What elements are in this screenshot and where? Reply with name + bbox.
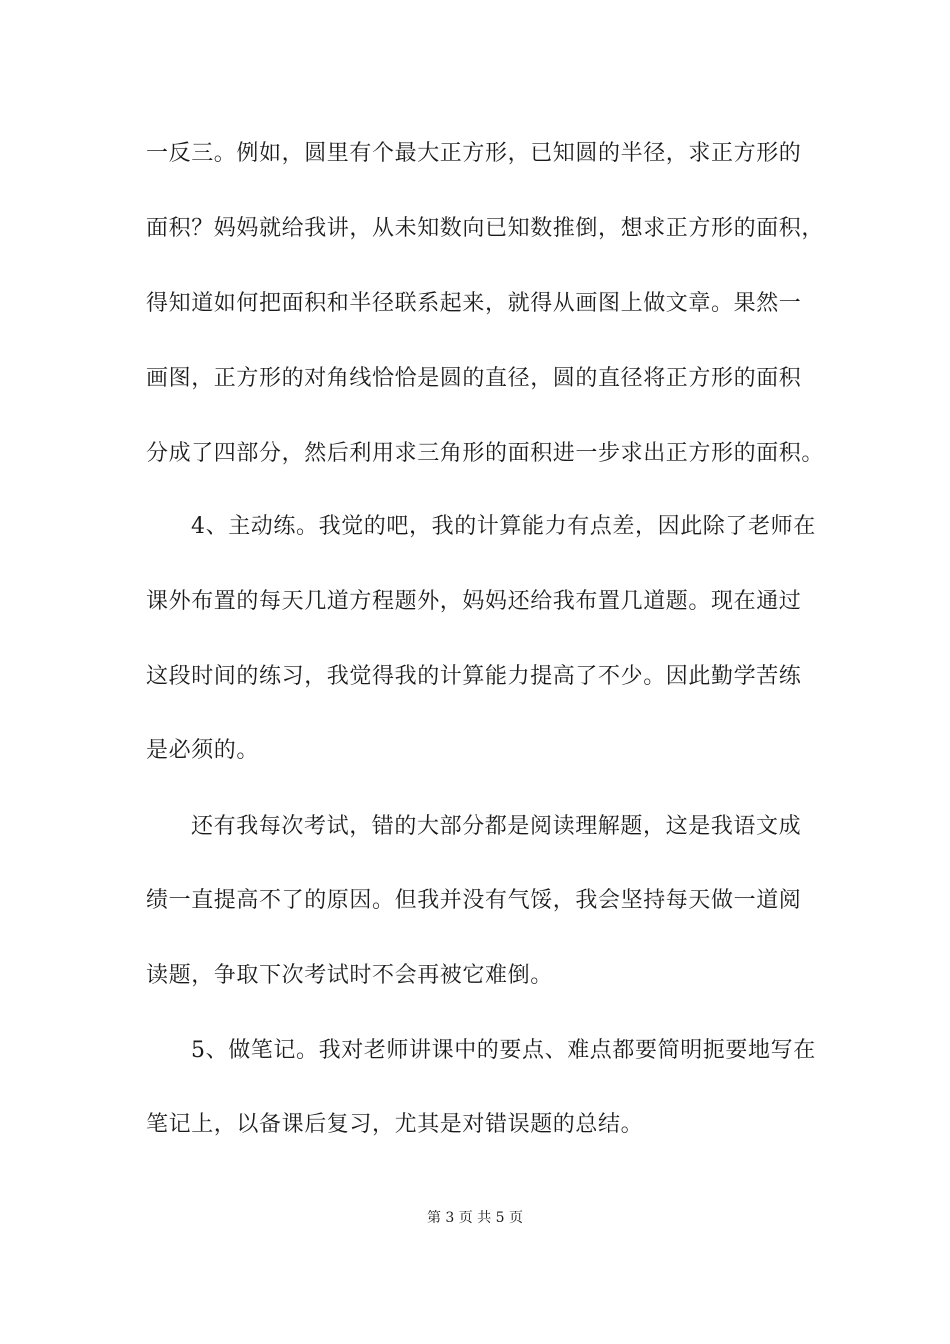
text-line: 绩一直提高不了的原因。但我并没有气馁，我会坚持每天做一道阅 <box>146 888 802 913</box>
page-number-footer <box>0 1208 950 1228</box>
text-line: 一反三。例如，圆里有个最大正方形，已知圆的半径，求正方形的 <box>146 141 802 166</box>
page-number: 第 3 页 共 5 页 <box>426 1210 524 1226</box>
text-line: 得知道如何把面积和半径联系起来，就得从画图上做文章。果然一 <box>146 291 802 316</box>
text-line: 还有我每次考试，错的大部分都是阅读理解题，这是我语文成 <box>191 814 802 839</box>
text-line: 这段时间的练习，我觉得我的计算能力提高了不少。因此勤学苦练 <box>146 664 802 689</box>
text-line: 分成了四部分，然后利用求三角形的面积进一步求出正方形的面积。 <box>146 441 825 466</box>
text-line: 4、主动练。我觉的吧，我的计算能力有点差，因此除了老师在 <box>191 514 816 539</box>
text-line: 面积？妈妈就给我讲，从未知数向已知数推倒，想求正方形的面积， <box>146 216 825 241</box>
text-line: 读题，争取下次考试时不会再被它难倒。 <box>146 963 553 988</box>
text-line: 课外布置的每天几道方程题外，妈妈还给我布置几道题。现在通过 <box>146 589 802 614</box>
text-line: 画图，正方形的对角线恰恰是圆的直径，圆的直径将正方形的面积 <box>146 366 802 391</box>
text-line: 是必须的。 <box>146 738 260 763</box>
text-line: 笔记上，以备课后复习，尤其是对错误题的总结。 <box>146 1112 644 1137</box>
text-line: 5、做笔记。我对老师讲课中的要点、难点都要简明扼要地写在 <box>191 1038 816 1063</box>
